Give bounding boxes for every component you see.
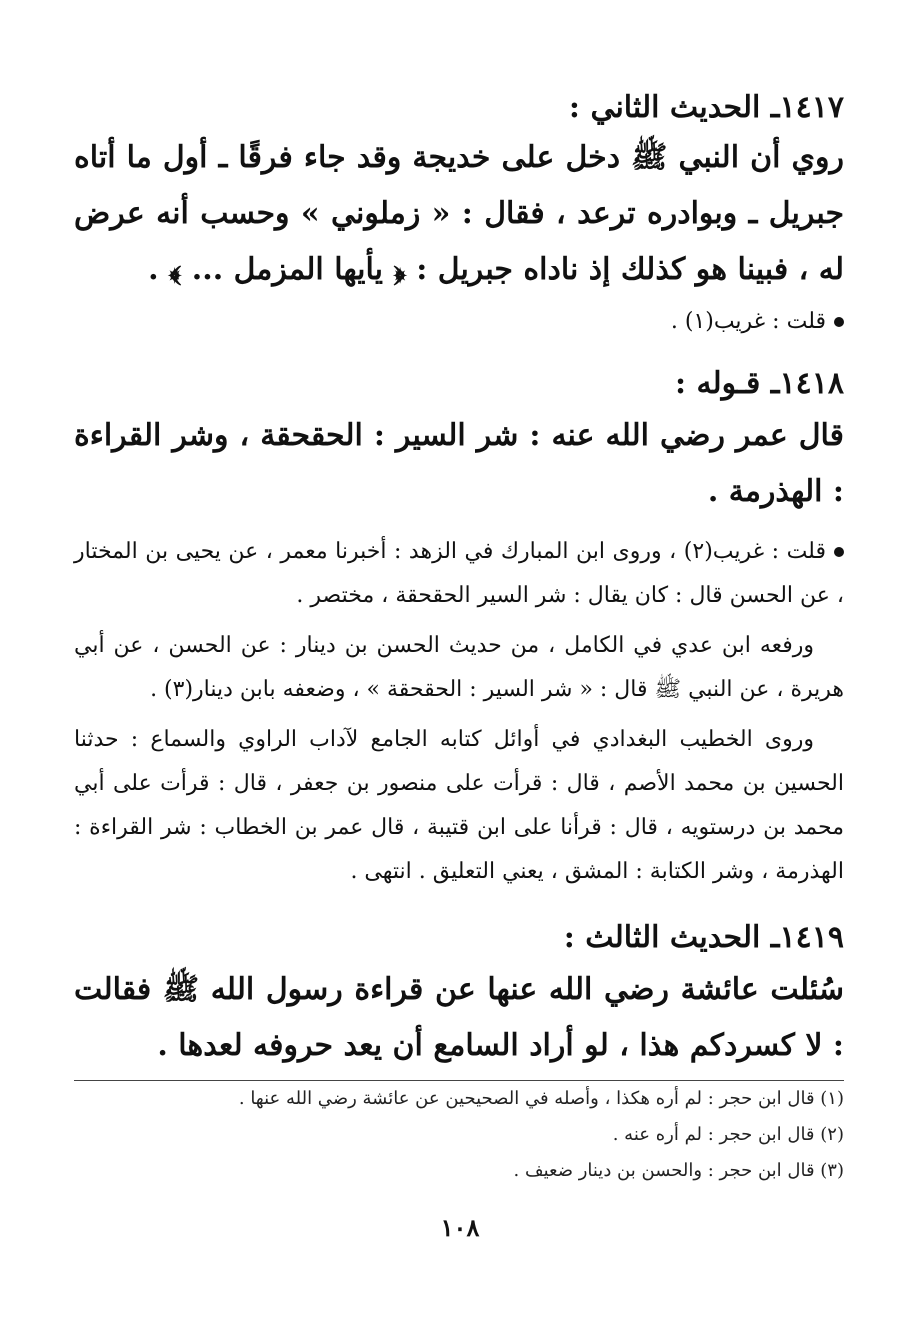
hadith-1419-text: سُئلت عائشة رضي الله عنها عن قراءة رسول الله ﷺ فقالت : لا كسردكم هذا ، لو أراد السامع أن يعد حروفه لعدها . [74,972,844,1063]
hadith-1417-text: روي أن النبي ﷺ دخل على خديجة وقد جاء فرقًا ـ أول ما أتاه جبريل ـ وبوادره ترعد ، فقال : « زملوني » وحسب أنه عرض له ، فبينا هو كذلك إذ ناداه جبريل : ﴿ يأيها المزمل ... ﴾ . [74,140,844,287]
hadith-1418-comment-2: ورفعه ابن عدي في الكامل ، من حديث الحسن بن دينار : عن الحسن ، عن أبي هريرة ، عن النبي ﷺ قال : « شر السير : الحقحقة » ، وضعفه بابن دينار(٣) . [74,633,844,702]
hadith-1417-heading: ١٤١٧ـ الحديث الثاني : [568,90,844,125]
hadith-1418-text: قال عمر رضي الله عنه : شر السير : الحقحقة ، وشر القراءة : الهذرمة . [74,418,844,509]
footnote-2: (٢) قال ابن حجر : لم أره عنه . [612,1124,844,1145]
comment-text: قلت : غريب(٢) ، وروى ابن المبارك في الزهد : أخبرنا معمر ، عن يحيى بن المختار ، عن الحسن قال : كان يقال : شر السير الحقحقة ، مختصر . [74,539,844,608]
hadith-1418-comment [74,530,844,618]
footnote-1: (١) قال ابن حجر : لم أره هكذا ، وأصله في الصحيحين عن عائشة رضي الله عنها . [238,1088,844,1109]
footnote-separator [74,1080,844,1081]
hadith-1419-heading: ١٤١٩ـ الحديث الثالث : [563,920,844,955]
page-number: ١٠٨ [440,1213,480,1242]
hadith-1418-comment-3: وروى الخطيب البغدادي في أوائل كتابه الجامع لآداب الراوي والسماع : حدثنا الحسين بن محمد الأصم ، قال : قرأت على منصور بن جعفر ، قال : قرأت على أبي محمد بن درستويه ، قال : قرأنا على ابن قتيبة ، قال عمر بن الخطاب : شر القراءة : الهذرمة ، وشر الكتابة : المشق ، يعني التعليق . انتهى . [74,727,844,884]
hadith-1418-heading: ١٤١٨ـ قـوله : [674,366,844,401]
footnote-3: (٣) قال ابن حجر : والحسن بن دينار ضعيف . [513,1160,844,1181]
comment-text: قلت : غريب(١) . [670,309,826,334]
hadith-1417-comment [74,300,844,344]
